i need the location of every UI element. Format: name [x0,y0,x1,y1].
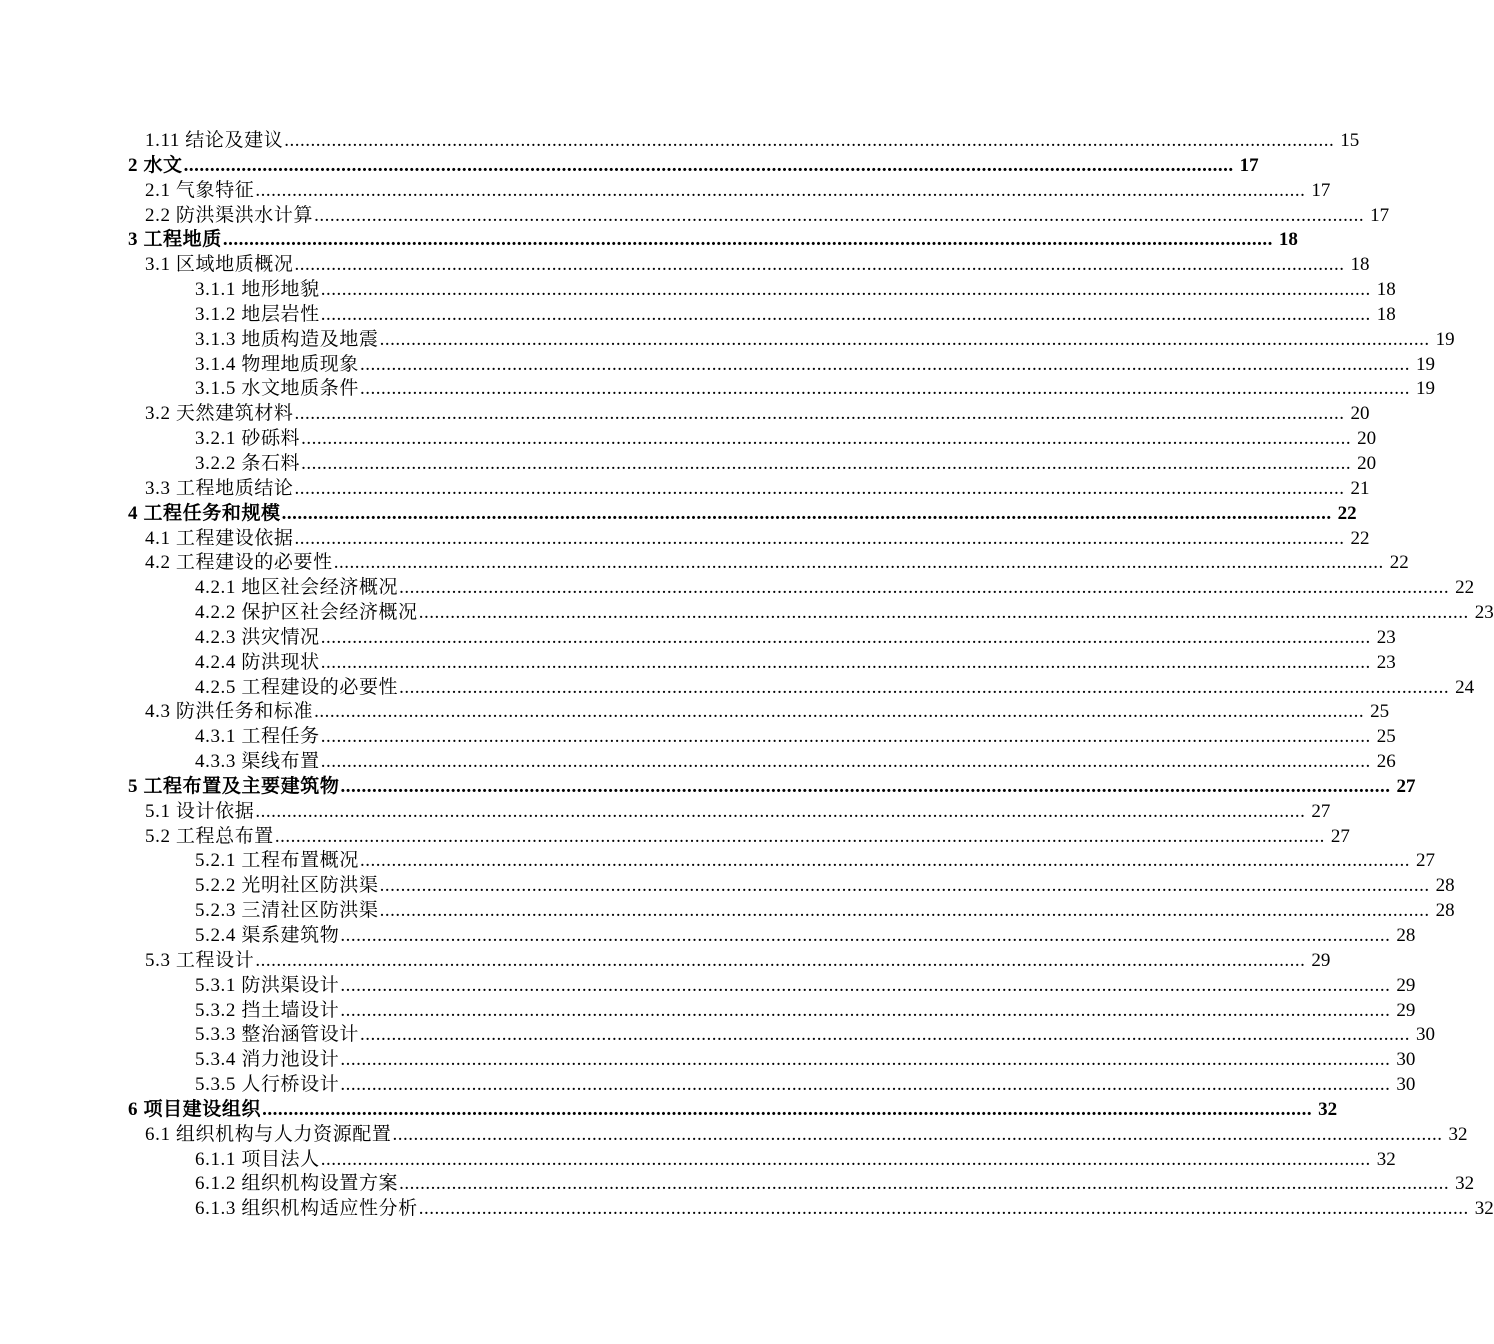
toc-entry-page-number: 15 [1340,130,1360,151]
toc-entry-label: 4.3 防洪任务和标准 [145,701,314,723]
toc-entry-label: 5.3.1 防洪渠设计 [195,974,340,996]
toc-entry[interactable] [0,452,1377,477]
toc-entry[interactable] [0,204,1390,229]
toc-entry-page-number: 18 [1376,303,1396,325]
dot-leader: ........................................................................................................................................................................................................ [320,279,1371,301]
toc-entry[interactable] [0,1148,1396,1173]
toc-entry-label: 3.1 区域地质概况 [145,254,294,276]
toc-entry[interactable] [0,874,1455,899]
dot-leader: ........................................................................................................................................................................................................ [255,800,1306,822]
dot-leader: ........................................................................................................................................................................................................ [399,676,1450,698]
dot-leader: ........................................................................................................................................................................................................ [255,949,1306,971]
dot-leader: ........................................................................................................................................................................................................ [379,875,1430,897]
toc-entry-label: 5.3.3 整治涵管设计 [195,1024,359,1046]
dot-leader: ........................................................................................................................................................................................................ [294,477,1345,499]
dot-leader: ........................................................................................................................................................................................................ [392,1123,1443,1145]
toc-entry-page-number: 22 [1389,552,1409,574]
dot-leader: ........................................................................................................................................................................................................ [320,751,1371,773]
dot-leader: ........................................................................................................................................................................................................ [320,726,1371,748]
toc-entry[interactable] [0,849,1435,874]
toc-entry[interactable] [0,303,1396,328]
toc-entry-label: 5.2.2 光明社区防洪渠 [195,875,379,897]
toc-entry[interactable] [0,775,1416,800]
toc-entry-page-number: 29 [1396,999,1416,1021]
toc-entry-page-number: 17 [1370,204,1390,226]
toc-entry-label: 5.3 工程设计 [145,949,255,971]
toc-entry-label: 4.2 工程建设的必要性 [145,552,333,574]
toc-entry-page-number: 23 [1376,626,1396,648]
toc-entry-page-number: 28 [1396,925,1416,946]
dot-leader: ........................................................................................................................................................................................................ [294,527,1345,549]
toc-entry-page-number: 24 [1455,676,1475,698]
toc-entry[interactable] [0,825,1350,850]
toc-entry[interactable] [0,1172,1475,1197]
dot-leader: ........................................................................................................................................................................................................ [255,179,1306,201]
toc-entry[interactable] [0,253,1370,278]
dot-leader: ........................................................................................................................................................................................................ [183,154,1234,176]
toc-entry-page-number: 22 [1455,577,1475,599]
toc-entry-label: 4.2.2 保护区社会经济概况 [195,602,418,624]
dot-leader: ........................................................................................................................................................................................................ [281,502,1332,524]
toc-entry[interactable] [0,377,1435,402]
toc-entry-page-number: 25 [1370,701,1390,723]
toc-entry-page-number: 32 [1474,1198,1494,1220]
toc-entry-label: 4.2.1 地区社会经济概况 [195,577,399,599]
toc-entry-page-number: 27 [1396,775,1416,797]
toc-entry[interactable] [0,1023,1435,1048]
toc-entry[interactable] [0,527,1370,552]
dot-leader: ........................................................................................................................................................................................................ [294,403,1345,425]
toc-entry-label: 4.2.3 洪灾情况 [195,626,320,648]
toc-entry-page-number: 22 [1337,502,1357,524]
dot-leader: ........................................................................................................................................................................................................ [340,1074,1391,1096]
toc-entry[interactable] [0,228,1298,253]
toc-entry[interactable] [0,1123,1468,1148]
dot-leader: ........................................................................................................................................................................................................ [301,428,1352,450]
dot-leader: ........................................................................................................................................................................................................ [301,452,1352,474]
toc-entry-page-number: 20 [1357,428,1377,450]
toc-entry-label: 5.2 工程总布置 [145,825,274,847]
toc-entry[interactable] [0,700,1390,725]
dot-leader: ........................................................................................................................................................................................................ [359,353,1410,375]
toc-entry[interactable] [0,676,1475,701]
toc-entry[interactable] [0,477,1370,502]
toc-entry-page-number: 29 [1311,949,1331,971]
toc-entry-label: 5.2.1 工程布置概况 [195,850,359,872]
toc-entry-label: 3.2 天然建筑材料 [145,403,294,425]
toc-entry-label: 5.3.5 人行桥设计 [195,1074,340,1096]
toc-entry-page-number: 17 [1239,154,1259,176]
dot-leader: ........................................................................................................................................................................................................ [314,701,1365,723]
dot-leader: ........................................................................................................................................................................................................ [333,552,1384,574]
toc-entry-page-number: 20 [1357,452,1377,474]
dot-leader: ........................................................................................................................................................................................................ [379,900,1430,922]
dot-leader: ........................................................................................................................................................................................................ [399,577,1450,599]
dot-leader: ........................................................................................................................................................................................................ [314,204,1365,226]
dot-leader: ........................................................................................................................................................................................................ [418,602,1469,624]
toc-entry[interactable] [0,1098,1338,1123]
toc-entry-page-number: 27 [1311,800,1331,822]
toc-entry[interactable] [0,154,1259,179]
toc-entry-label: 3.1.3 地质构造及地震 [195,328,379,350]
toc-entry[interactable] [0,278,1396,303]
toc-entry-label: 4.2.5 工程建设的必要性 [195,676,399,698]
toc-entry[interactable] [0,576,1475,601]
toc-entry-label: 5.2.4 渠系建筑物 [195,925,340,946]
toc-entry[interactable] [0,328,1455,353]
toc-entry-label: 4.3.1 工程任务 [195,726,320,748]
toc-entry-page-number: 29 [1396,974,1416,996]
toc-entry-label: 4 工程任务和规模 [128,502,281,524]
toc-entry-page-number: 30 [1396,1049,1416,1071]
toc-entry-page-number: 19 [1415,378,1435,400]
toc-entry-page-number: 32 [1448,1123,1468,1145]
dot-leader: ........................................................................................................................................................................................................ [320,651,1371,673]
dot-leader: ........................................................................................................................................................................................................ [284,130,1335,151]
toc-entry-label: 5.2.3 三清社区防洪渠 [195,900,379,922]
toc-entry-page-number: 25 [1376,726,1396,748]
toc-entry-label: 5.3.2 挡土墙设计 [195,999,340,1021]
toc-entry-label: 5 工程布置及主要建筑物 [128,775,340,797]
toc-entry-label: 2.1 气象特征 [145,179,255,201]
dot-leader: ........................................................................................................................................................................................................ [359,850,1410,872]
toc-entry[interactable] [0,949,1331,974]
toc-entry-label: 3.2.2 条石料 [195,452,301,474]
toc-entry[interactable] [0,502,1357,527]
toc-entry[interactable] [0,974,1416,999]
toc-entry-page-number: 30 [1396,1074,1416,1096]
toc-entry-label: 6.1.1 项目法人 [195,1148,320,1170]
toc-entry-label: 6.1.2 组织机构设置方案 [195,1173,399,1195]
dot-leader: ........................................................................................................................................................................................................ [359,1024,1410,1046]
dot-leader: ........................................................................................................................................................................................................ [418,1198,1469,1220]
toc-entry-page-number: 28 [1435,875,1455,897]
toc-entry[interactable] [0,626,1396,651]
toc-entry[interactable] [0,924,1416,949]
toc-entry-label: 3.1.1 地形地貌 [195,279,320,301]
toc-entry[interactable] [0,601,1494,626]
toc-entry[interactable] [0,999,1416,1024]
dot-leader: ........................................................................................................................................................................................................ [262,1098,1313,1120]
toc-entry-label: 4.2.4 防洪现状 [195,651,320,673]
toc-entry-page-number: 19 [1435,328,1455,350]
toc-entry[interactable] [0,800,1331,825]
toc-entry-page-number: 19 [1415,353,1435,375]
toc-entry-label: 5.3.4 消力池设计 [195,1049,340,1071]
toc-entry[interactable] [0,427,1377,452]
dot-leader: ........................................................................................................................................................................................................ [320,303,1371,325]
toc-entry-page-number: 18 [1350,254,1370,276]
toc-entry-page-number: 21 [1350,477,1370,499]
toc-entry-label: 3 工程地质 [128,229,222,251]
dot-leader: ........................................................................................................................................................................................................ [340,925,1391,946]
toc-entry-page-number: 28 [1435,900,1455,922]
dot-leader: ........................................................................................................................................................................................................ [340,775,1391,797]
toc-entry[interactable] [0,750,1396,775]
toc-entry[interactable] [0,353,1435,378]
dot-leader: ........................................................................................................................................................................................................ [274,825,1325,847]
toc-entry-label: 2 水文 [128,154,183,176]
toc-entry-page-number: 32 [1376,1148,1396,1170]
toc-entry-label: 3.1.4 物理地质现象 [195,353,359,375]
toc-entry-label: 4.1 工程建设依据 [145,527,294,549]
toc-entry[interactable] [0,551,1409,576]
toc-entry-page-number: 22 [1350,527,1370,549]
dot-leader: ........................................................................................................................................................................................................ [294,254,1345,276]
dot-leader: ........................................................................................................................................................................................................ [399,1173,1450,1195]
toc-entry[interactable] [0,129,1360,154]
table-of-contents [0,129,1494,1222]
toc-entry-page-number: 32 [1318,1098,1338,1120]
toc-entry-page-number: 32 [1455,1173,1475,1195]
toc-entry-label: 1.11 结论及建议 [145,130,284,151]
toc-entry-label: 3.1.5 水文地质条件 [195,378,359,400]
toc-entry[interactable] [0,1048,1416,1073]
dot-leader: ........................................................................................................................................................................................................ [222,229,1273,251]
toc-entry[interactable] [0,1197,1494,1222]
dot-leader: ........................................................................................................................................................................................................ [320,626,1371,648]
toc-entry-page-number: 18 [1376,279,1396,301]
toc-entry-page-number: 30 [1415,1024,1435,1046]
toc-entry-label: 2.2 防洪渠洪水计算 [145,204,314,226]
toc-entry-page-number: 18 [1278,229,1298,251]
toc-entry[interactable] [0,1073,1416,1098]
toc-entry-page-number: 17 [1311,179,1331,201]
dot-leader: ........................................................................................................................................................................................................ [359,378,1410,400]
toc-entry-label: 6.1 组织机构与人力资源配置 [145,1123,392,1145]
toc-entry-page-number: 27 [1330,825,1350,847]
toc-entry-label: 3.1.2 地层岩性 [195,303,320,325]
toc-entry[interactable] [0,725,1396,750]
toc-entry-label: 4.3.3 渠线布置 [195,751,320,773]
toc-entry-page-number: 23 [1376,651,1396,673]
toc-entry[interactable] [0,179,1331,204]
toc-entry-label: 3.2.1 砂砾料 [195,428,301,450]
dot-leader: ........................................................................................................................................................................................................ [379,328,1430,350]
dot-leader: ........................................................................................................................................................................................................ [320,1148,1371,1170]
toc-entry[interactable] [0,651,1396,676]
toc-entry[interactable] [0,899,1455,924]
toc-entry-label: 3.3 工程地质结论 [145,477,294,499]
dot-leader: ........................................................................................................................................................................................................ [340,999,1391,1021]
toc-entry-label: 5.1 设计依据 [145,800,255,822]
toc-entry-label: 6.1.3 组织机构适应性分析 [195,1198,418,1220]
toc-entry-page-number: 23 [1474,602,1494,624]
toc-entry-label: 6 项目建设组织 [128,1098,262,1120]
dot-leader: ........................................................................................................................................................................................................ [340,1049,1391,1071]
toc-entry[interactable] [0,402,1370,427]
toc-entry-page-number: 27 [1415,850,1435,872]
dot-leader: ........................................................................................................................................................................................................ [340,974,1391,996]
toc-entry-page-number: 26 [1376,751,1396,773]
toc-entry-page-number: 20 [1350,403,1370,425]
